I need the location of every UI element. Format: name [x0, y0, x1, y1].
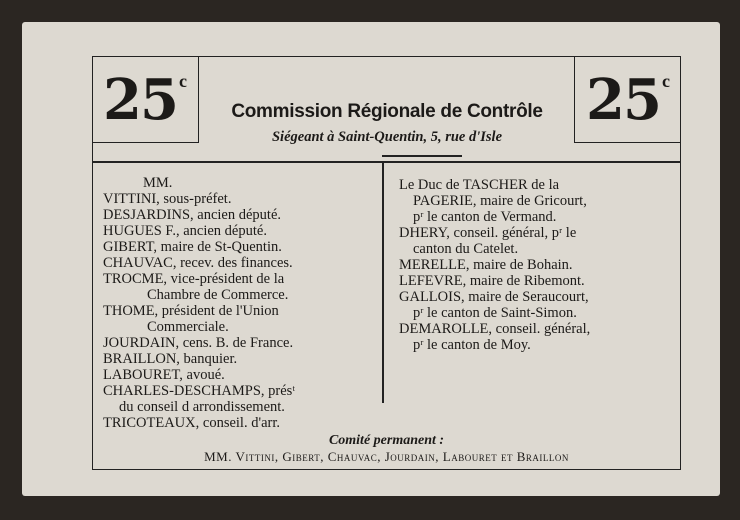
member-line: Chambre de Commerce. [147, 287, 289, 303]
note-border-frame [92, 56, 681, 470]
member-line: GIBERT, maire de St-Quentin. [103, 239, 282, 255]
member-line: DEMAROLLE, conseil. général, [399, 321, 591, 337]
commission-address: Siégeant à Saint-Quentin, 5, rue d'Isle [271, 129, 503, 145]
denomination-unit-left: c [178, 71, 187, 91]
header-divider [93, 161, 680, 163]
denomination-unit-right: c [661, 71, 670, 91]
members-right-column [399, 177, 669, 353]
member-line: CHAUVAC, recev. des finances. [103, 255, 293, 271]
member-line: MM. [143, 175, 173, 191]
banknote [22, 22, 720, 496]
member-line: canton du Catelet. [413, 241, 519, 257]
member-line: LEFEVRE, maire de Ribemont. [399, 273, 585, 289]
member-line: DHERY, conseil. général, pʳ le [399, 225, 577, 241]
denomination-box-left [92, 57, 199, 143]
denomination-box-right [574, 57, 681, 143]
member-line: pʳ le canton de Vermand. [413, 209, 557, 225]
member-line: JOURDAIN, cens. B. de France. [103, 335, 294, 351]
title-underline [382, 155, 462, 157]
member-line: TROCME, vice-président de la [103, 271, 285, 287]
member-line: Le Duc de TASCHER de la [399, 177, 560, 193]
member-line: MERELLE, maire de Bohain. [399, 257, 573, 273]
member-line: pʳ le canton de Moy. [413, 337, 531, 353]
member-line: CHARLES-DESCHAMPS, présᵗ [103, 383, 296, 399]
member-line: DESJARDINS, ancien député. [103, 207, 282, 223]
commission-title: Commission Régionale de Contrôle [231, 101, 543, 122]
member-line: HUGUES F., ancien député. [103, 223, 267, 239]
members-left-column [103, 175, 375, 431]
column-divider [382, 161, 384, 403]
member-line: TRICOTEAUX, conseil. d'arr. [103, 415, 280, 431]
member-line: VITTINI, sous-préfet. [103, 191, 232, 207]
member-line: PAGERIE, maire de Gricourt, [413, 193, 587, 209]
comite-permanent-label: Comité permanent : [328, 433, 445, 448]
member-line: LABOURET, avoué. [103, 367, 225, 383]
denomination-value-right: 25 [586, 66, 660, 133]
member-line: pʳ le canton de Saint-Simon. [413, 305, 577, 321]
member-line: du conseil d arrondissement. [119, 399, 285, 415]
member-line: Commerciale. [147, 319, 229, 335]
comite-permanent-members: MM. Vittini, Gibert, Chauvac, Jourdain, Labouret et Braillon [204, 449, 569, 464]
member-line: BRAILLON, banquier. [103, 351, 238, 367]
denomination-value-left: 25 [103, 66, 177, 133]
member-line: GALLOIS, maire de Seraucourt, [399, 289, 589, 305]
member-line: THOME, président de l'Union [103, 303, 279, 319]
